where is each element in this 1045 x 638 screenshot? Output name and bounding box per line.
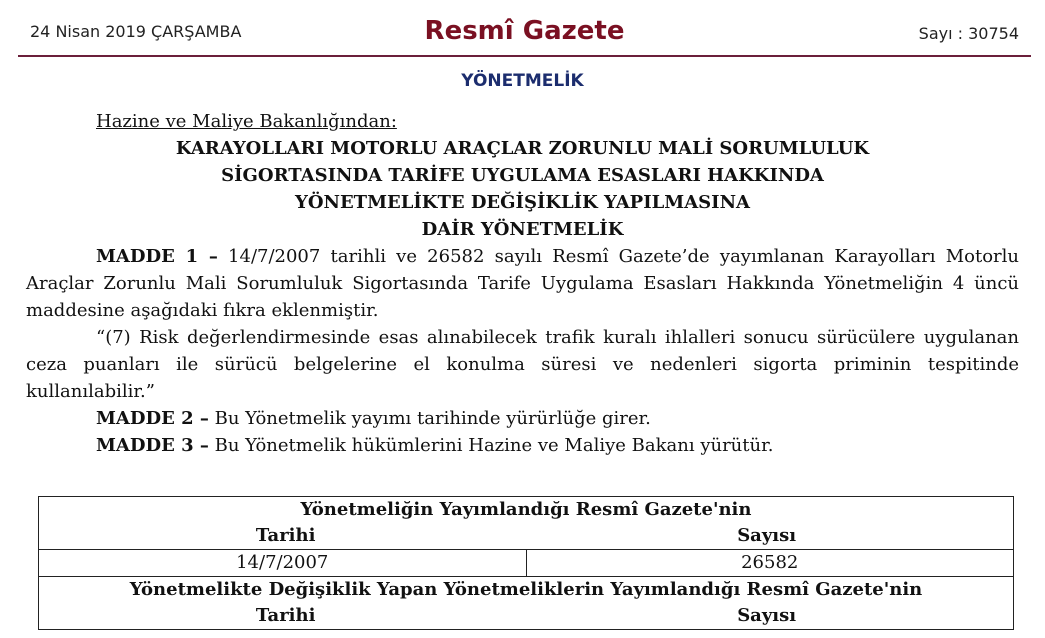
table-header-cell: [39, 577, 1014, 630]
column-header-date: Tarihi: [255, 525, 316, 546]
table-subheading-row: [45, 523, 1007, 549]
column-header-number: Sayısı: [737, 525, 797, 546]
column-header-date: Tarihi: [255, 605, 316, 626]
gazette-header: [18, 0, 1031, 57]
article-text: 14/7/2007 tarihli ve 26582 sayılı Resmî Gazete’de yayımlanan Karayolları Motorlu Araçlar Zorunlu Mali Sorumluluk Sigortasında Tarife Uygulama Esasları Hakkında Yönetmeliğin 4 üncü maddesine aşağıdaki fıkra eklenmiştir.: [26, 246, 1020, 321]
article-text: “(7) Risk değerlendirmesinde esas alınabilecek trafik kuralı ihlalleri sonucu sürücülere uygulanan ceza puanları ile sürücü belgelerine el konulma süresi ve nedenleri sigorta priminin tespitinde kullanılabilir.”: [26, 327, 1019, 402]
regulation-title-line: DAİR YÖNETMELİK: [421, 219, 624, 240]
issue-number: Sayı : 30754: [918, 24, 1019, 43]
article-label: MADDE 3 –: [96, 435, 209, 456]
article-3: [26, 432, 1019, 459]
cell-number: 26582: [526, 550, 1014, 577]
article-text: Bu Yönetmelik hükümlerini Hazine ve Maliye Bakanı yürütür.: [208, 435, 774, 456]
article-1: [26, 243, 1019, 324]
article-label: MADDE 2 –: [96, 408, 209, 429]
article-label: MADDE 1 –: [96, 246, 218, 267]
gazette-masthead: Resmî Gazete: [424, 16, 625, 46]
table-header-cell: [39, 497, 1014, 550]
publication-history-table: [38, 496, 1014, 630]
table-heading: Yönetmelikte Değişiklik Yapan Yönetmeliklerin Yayımlandığı Resmî Gazete'nin: [129, 579, 923, 600]
regulation-title-line: YÖNETMELİKTE DEĞİŞİKLİK YAPILMASINA: [294, 192, 751, 213]
table-row: [39, 550, 1014, 577]
regulation-title-line: SİGORTASINDA TARİFE UYGULAMA ESASLARI HAKKINDA: [221, 165, 824, 186]
regulation-body: [26, 108, 1019, 459]
section-title: YÖNETMELİK: [461, 71, 584, 91]
article-2: [26, 405, 1019, 432]
column-header-number: Sayısı: [737, 605, 797, 626]
issuing-authority: Hazine ve Maliye Bakanlığından:: [96, 111, 397, 132]
cell-date: 14/7/2007: [39, 550, 527, 577]
publication-date: 24 Nisan 2019 ÇARŞAMBA: [30, 22, 242, 41]
added-paragraph: [26, 324, 1019, 405]
table-subheading-row: [45, 603, 1007, 629]
table-heading: Yönetmeliğin Yayımlandığı Resmî Gazete'nin: [300, 499, 752, 520]
article-text: Bu Yönetmelik yayımı tarihinde yürürlüğe girer.: [208, 408, 651, 429]
regulation-title-line: KARAYOLLARI MOTORLU ARAÇLAR ZORUNLU MALİ SORUMLULUK: [175, 138, 870, 159]
